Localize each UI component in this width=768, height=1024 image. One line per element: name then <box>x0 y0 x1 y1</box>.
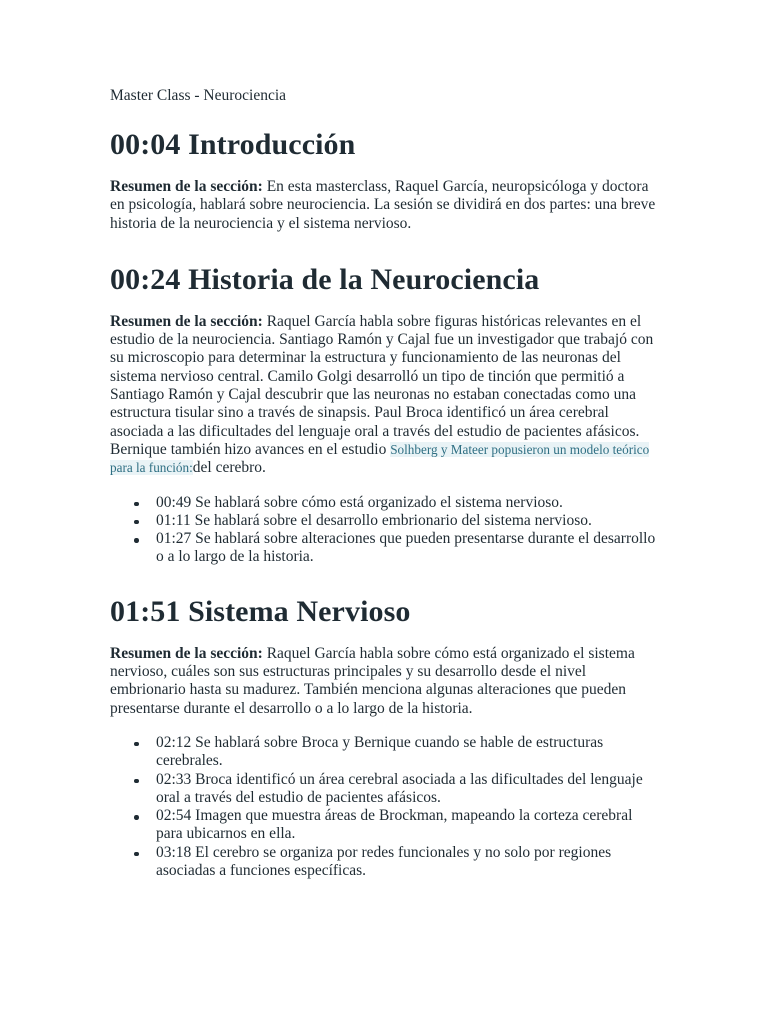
summary-label: Resumen de la sección: <box>110 178 263 195</box>
summary-tail: del cerebro. <box>192 459 266 477</box>
section-summary <box>110 178 658 233</box>
list-item: 01:11 Se hablará sobre el desarrollo embrionario del sistema nervioso. <box>156 512 658 530</box>
document-page <box>110 86 658 910</box>
summary-label: Resumen de la sección: <box>110 312 263 330</box>
timestamp-list <box>110 734 658 880</box>
summary-text: Raquel García habla sobre cómo está organizado el sistema nervioso, cuáles son sus estructuras principales y su desarrollo desde el nivel embrionario hasta su madurez. También menciona algunas alteraciones que pueden presentarse durante el desarrollo o a lo largo de la historia. <box>110 644 635 717</box>
section-introduccion <box>110 128 658 233</box>
section-heading: 00:04 Introducción <box>110 128 356 161</box>
timestamp-list <box>110 494 658 567</box>
list-item: 02:12 Se hablará sobre Broca y Bernique cuando se hable de estructuras cerebrales. <box>156 734 658 771</box>
list-item: 00:49 Se hablará sobre cómo está organizado el sistema nervioso. <box>156 494 658 512</box>
summary-label: Resumen de la sección: <box>110 644 263 662</box>
summary-text: Raquel García habla sobre figuras históricas relevantes en el estudio de la neurociencia. Santiago Ramón y Cajal fue un investigador que trabajó con su microscopio para determinar la estructura y funcionamiento de las neuronas del sistema nervioso central. Camilo Golgi desarrolló un tipo de tinción que permitió a Santiago Ramón y Cajal descubrir que las neuronas no estaban conectadas como una estructura tisular sino a través de sinapsis. Paul Broca identificó un área cerebral asociada a las dificultades del lenguaje oral a través del estudio de pacientes afásicos. Bernique también hizo avances en el estudio <box>110 312 654 458</box>
list-item: 02:54 Imagen que muestra áreas de Brockman, mapeando la corteza cerebral para ubicarnos en ella. <box>156 807 658 844</box>
section-summary <box>110 313 658 478</box>
list-item: 03:18 El cerebro se organiza por redes funcionales y no solo por regiones asociadas a funciones específicas. <box>156 844 658 881</box>
document-title: Master Class - Neurociencia <box>110 87 287 104</box>
highlighted-text[interactable]: Solhberg y Mateer popusieron un modelo teórico para la función: <box>110 441 650 476</box>
section-sistema-nervioso <box>110 595 658 881</box>
section-summary <box>110 645 658 718</box>
section-heading: 00:24 Historia de la Neurociencia <box>110 262 540 296</box>
list-item: 01:27 Se hablará sobre alteraciones que pueden presentarse durante el desarrollo o a lo largo de la historia. <box>156 530 658 567</box>
section-heading: 01:51 Sistema Nervioso <box>110 594 411 628</box>
section-historia <box>110 263 658 567</box>
summary-text: En esta masterclass, Raquel García, neuropsicóloga y doctora en psicología, hablará sobre neurociencia. La sesión se dividirá en dos partes: una breve historia de la neurociencia y el sistema nervioso. <box>110 178 656 232</box>
list-item: 02:33 Broca identificó un área cerebral asociada a las dificultades del lenguaje oral a través del estudio de pacientes afásicos. <box>156 771 658 808</box>
